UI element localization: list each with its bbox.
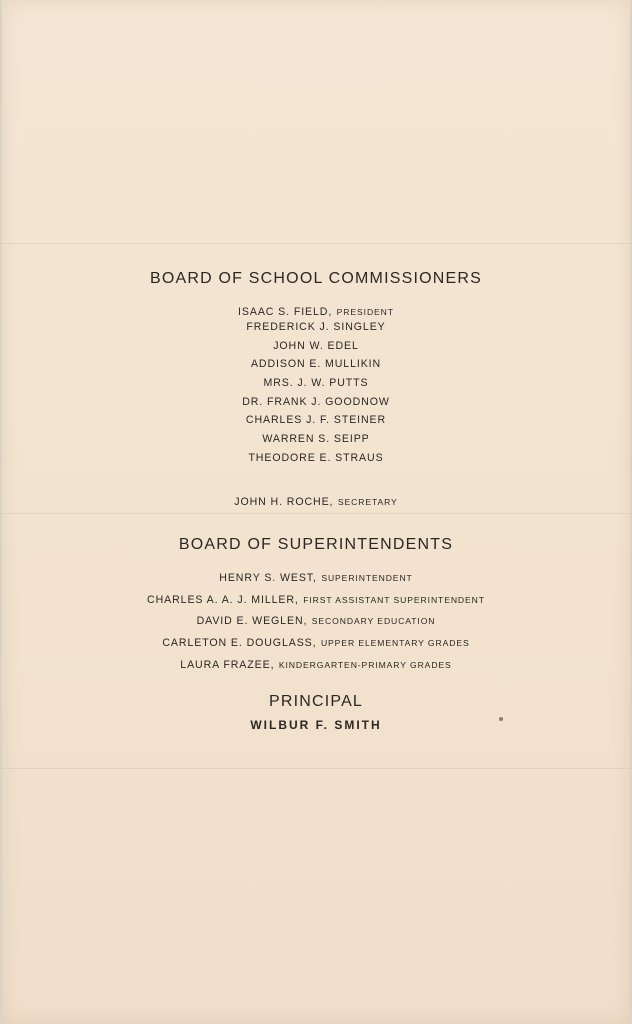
commissioner-entry [2,302,630,320]
commissioner-name: ADDISON E. MULLIKIN [250,358,382,370]
superintendents-heading: BOARD OF SUPERINTENDENTS [178,536,454,553]
commissioner-name: THEODORE E. STRAUS [248,452,384,464]
superintendent-name: HENRY S. WEST, [219,572,317,584]
superintendent-name: CARLETON E. DOUGLASS, [162,637,317,649]
commissioner-title: PRESIDENT [336,307,394,317]
secretary-title: SECRETARY [337,497,398,507]
superintendent-title: UPPER ELEMENTARY GRADES [320,638,470,648]
commissioners-heading: BOARD OF SCHOOL COMMISSIONERS [149,270,483,287]
paper-fold-line [2,768,630,770]
principal-heading: PRINCIPAL [268,693,364,710]
commissioner-name: FREDERICK J. SINGLEY [246,321,386,333]
superintendent-entry [2,655,630,673]
superintendent-name: CHARLES A. A. J. MILLER, [147,594,299,606]
paper-speck [499,717,503,721]
superintendent-title: SUPERINTENDENT [321,573,413,583]
paper-fold-line [2,243,630,245]
superintendent-entry [2,590,630,608]
secretary-entry [2,492,630,510]
paper-fold-line [2,513,630,515]
principal-name: WILBUR F. SMITH [250,718,382,732]
superintendent-entry [2,633,630,651]
superintendent-title: FIRST ASSISTANT SUPERINTENDENT [303,595,485,605]
secretary-name: JOHN H. ROCHE, [234,496,334,508]
superintendent-entry [2,611,630,629]
superintendent-title: SECONDARY EDUCATION [311,616,436,626]
superintendent-title: KINDERGARTEN-PRIMARY GRADES [278,660,452,670]
superintendent-entry [2,568,630,586]
commissioner-name: ISAAC S. FIELD, [238,306,333,318]
document-page [2,0,630,1024]
commissioner-name: CHARLES J. F. STEINER [245,414,387,426]
commissioner-name: MRS. J. W. PUTTS [263,377,369,389]
commissioner-name: WARREN S. SEIPP [262,433,370,445]
superintendent-name: LAURA FRAZEE, [180,659,275,671]
commissioner-name: DR. FRANK J. GOODNOW [242,396,390,408]
commissioner-name: JOHN W. EDEL [273,340,359,352]
superintendent-name: DAVID E. WEGLEN, [196,615,308,627]
